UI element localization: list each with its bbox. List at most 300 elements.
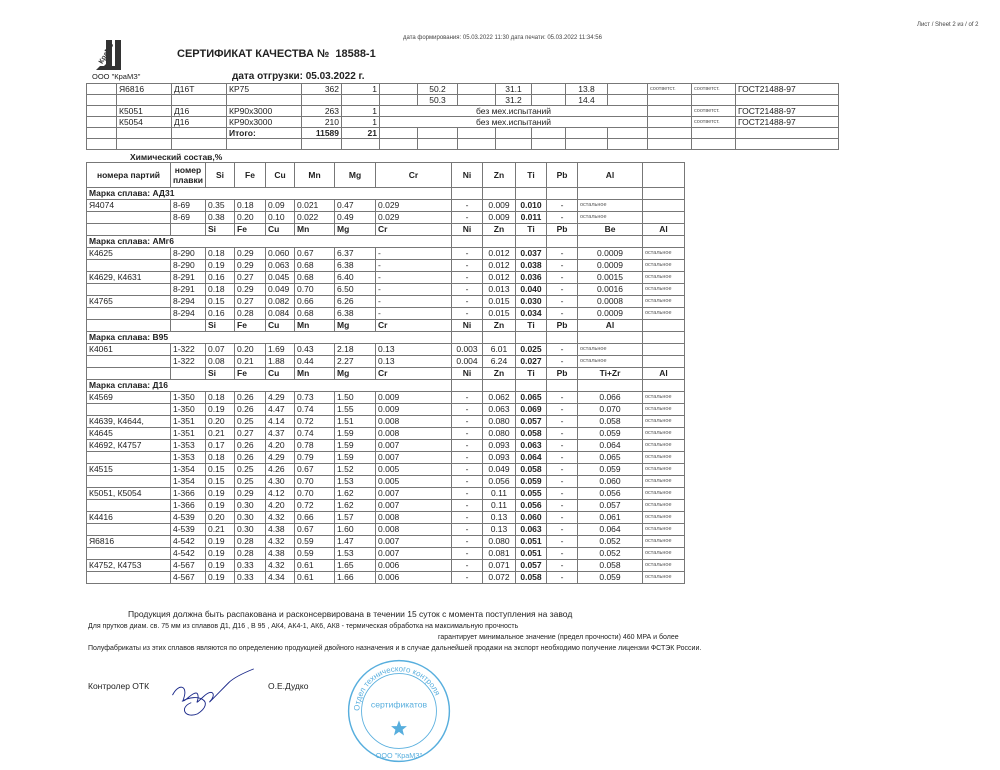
composition-cell: 0.071 (483, 560, 516, 572)
composition-cell: 0.045 (266, 272, 295, 284)
column-header: Ti (516, 320, 547, 332)
composition-cell: - (376, 308, 452, 320)
empty-cell (516, 236, 547, 248)
composition-row (87, 512, 685, 524)
composition-cell: остальное (643, 452, 685, 464)
composition-row (87, 392, 685, 404)
composition-cell: 0.74 (295, 428, 335, 440)
composition-cell: 0.18 (206, 248, 235, 260)
composition-cell: 1.55 (335, 404, 376, 416)
composition-cell: 1.62 (335, 500, 376, 512)
shipment-cell (736, 128, 839, 139)
alloy-group-row (87, 332, 685, 344)
composition-cell: - (452, 284, 483, 296)
composition-cell: - (547, 248, 578, 260)
shipment-cell: соответст. (692, 117, 736, 128)
empty-cell (643, 380, 685, 392)
composition-cell: 1.66 (335, 572, 376, 584)
shipment-cell (532, 84, 566, 95)
composition-row (87, 284, 685, 296)
composition-row (87, 464, 685, 476)
empty-cell (483, 188, 516, 200)
composition-cell: 0.26 (235, 404, 266, 416)
composition-cell: 0.25 (235, 476, 266, 488)
composition-cell: 0.18 (206, 452, 235, 464)
composition-row (87, 452, 685, 464)
empty-cell (547, 236, 578, 248)
composition-cell: 0.015 (483, 308, 516, 320)
composition-cell: К4765 (87, 296, 171, 308)
shipment-cell (380, 84, 418, 95)
composition-cell: К4645 (87, 428, 171, 440)
composition-cell: 6.37 (335, 248, 376, 260)
composition-cell: - (452, 428, 483, 440)
composition-cell: 4.32 (266, 560, 295, 572)
composition-cell: 0.11 (483, 500, 516, 512)
shipment-cell: КР90х3000 (227, 106, 302, 117)
composition-cell: 0.006 (376, 560, 452, 572)
composition-cell: 0.058 (578, 560, 643, 572)
composition-cell: 0.052 (578, 548, 643, 560)
composition-cell: 1-366 (171, 500, 206, 512)
composition-cell: 1-351 (171, 416, 206, 428)
composition-cell: К4692, К4757 (87, 440, 171, 452)
composition-cell: 0.057 (578, 500, 643, 512)
empty-cell (578, 332, 643, 344)
empty-cell (483, 236, 516, 248)
shipment-cell: 50.2 (418, 84, 458, 95)
composition-cell: 0.21 (235, 356, 266, 368)
composition-cell (643, 344, 685, 356)
chem-header-row (87, 163, 685, 188)
shipment-cell: Я6816 (117, 84, 172, 95)
composition-cell: 4.29 (266, 392, 295, 404)
composition-cell: 0.080 (483, 536, 516, 548)
composition-cell: 0.059 (578, 428, 643, 440)
composition-cell: - (452, 536, 483, 548)
composition-cell: - (547, 452, 578, 464)
empty-cell (516, 332, 547, 344)
composition-cell: остальное (643, 272, 685, 284)
composition-cell: К4629, К4631 (87, 272, 171, 284)
composition-cell: 0.056 (516, 500, 547, 512)
composition-cell: 1.65 (335, 560, 376, 572)
column-header: Ti (516, 368, 547, 380)
composition-cell: 0.61 (295, 572, 335, 584)
composition-row (87, 476, 685, 488)
composition-cell: 0.060 (578, 476, 643, 488)
composition-cell: 0.008 (376, 512, 452, 524)
composition-cell: - (547, 512, 578, 524)
shipment-cell: без мех.испытаний (380, 117, 648, 128)
column-header: Al (643, 368, 685, 380)
composition-cell: 4-539 (171, 524, 206, 536)
composition-cell: - (547, 572, 578, 584)
column-header: Ti (516, 163, 547, 188)
shipment-cell (87, 84, 117, 95)
column-header: Cr (376, 224, 452, 236)
composition-cell: 8-290 (171, 248, 206, 260)
composition-cell: 0.052 (578, 536, 643, 548)
composition-cell: К4515 (87, 464, 171, 476)
column-header: Mg (335, 368, 376, 380)
composition-cell: 0.056 (483, 476, 516, 488)
composition-cell: 8-294 (171, 296, 206, 308)
empty-cell (547, 188, 578, 200)
composition-cell: - (452, 260, 483, 272)
column-header: Zn (483, 224, 516, 236)
composition-row (87, 404, 685, 416)
composition-cell: 0.13 (483, 524, 516, 536)
composition-cell: 0.59 (295, 548, 335, 560)
composition-cell: - (452, 440, 483, 452)
alloy-grade-title: Марка сплава: АД31 (87, 188, 452, 200)
column-header: Mn (295, 320, 335, 332)
composition-cell: 0.037 (516, 248, 547, 260)
sheet-number: Лист / Sheet 2 из / of 2 (917, 22, 979, 28)
composition-cell: 0.66 (295, 512, 335, 524)
column-header: Al (578, 320, 643, 332)
composition-cell: 0.049 (483, 464, 516, 476)
certificate-title (177, 48, 376, 60)
composition-cell: - (547, 500, 578, 512)
shipment-cell (380, 128, 418, 139)
shipment-cell: 362 (302, 84, 342, 95)
composition-cell: остальное (643, 392, 685, 404)
shipment-cell (692, 128, 736, 139)
composition-cell: 0.057 (516, 416, 547, 428)
composition-cell: 0.18 (235, 200, 266, 212)
shipment-cell (302, 139, 342, 150)
shipment-row (87, 106, 839, 117)
column-header: Mn (295, 368, 335, 380)
composition-cell: 1-322 (171, 356, 206, 368)
composition-cell: 0.67 (295, 524, 335, 536)
column-header: Si (206, 368, 235, 380)
composition-cell: - (376, 296, 452, 308)
composition-cell: 1-353 (171, 452, 206, 464)
composition-cell: 0.059 (578, 572, 643, 584)
composition-cell: 0.25 (235, 464, 266, 476)
composition-cell: 0.007 (376, 440, 452, 452)
composition-cell: 4.29 (266, 452, 295, 464)
shipment-cell (342, 95, 380, 106)
composition-cell: 0.28 (235, 548, 266, 560)
composition-cell: 2.27 (335, 356, 376, 368)
composition-cell: 0.049 (266, 284, 295, 296)
column-header (87, 224, 171, 236)
composition-cell: 0.29 (235, 248, 266, 260)
composition-row (87, 500, 685, 512)
composition-cell: остальное (643, 428, 685, 440)
composition-cell: 0.051 (516, 548, 547, 560)
composition-cell: 0.063 (266, 260, 295, 272)
column-header: Al (578, 163, 643, 188)
composition-cell: 8-69 (171, 200, 206, 212)
composition-cell: 0.16 (206, 308, 235, 320)
composition-cell: - (452, 296, 483, 308)
composition-cell: - (547, 296, 578, 308)
composition-cell: 1.59 (335, 452, 376, 464)
composition-row (87, 440, 685, 452)
shipment-cell: 1 (342, 106, 380, 117)
shipment-cell (532, 128, 566, 139)
composition-row (87, 572, 685, 584)
chem-subheader-row (87, 224, 685, 236)
composition-cell: 0.051 (516, 536, 547, 548)
document-dates: дата формирования: 05.03.2022 11:30 дата печати: 05.03.2022 11:34:56 (403, 35, 602, 41)
shipment-cell (302, 95, 342, 106)
composition-cell: 0.059 (516, 476, 547, 488)
composition-cell: 8-291 (171, 272, 206, 284)
column-header (87, 368, 171, 380)
composition-cell: 0.19 (206, 572, 235, 584)
composition-cell: - (452, 308, 483, 320)
composition-cell: 0.009 (483, 200, 516, 212)
column-header: Si (206, 224, 235, 236)
column-header (643, 320, 685, 332)
composition-cell: - (452, 416, 483, 428)
composition-cell: 1.57 (335, 512, 376, 524)
composition-cell: 0.029 (376, 212, 452, 224)
composition-cell: - (547, 392, 578, 404)
composition-row (87, 356, 685, 368)
composition-row (87, 272, 685, 284)
shipment-cell (532, 95, 566, 106)
chemical-composition-table (86, 162, 685, 584)
composition-cell: 0.007 (376, 488, 452, 500)
composition-cell: 1-354 (171, 476, 206, 488)
composition-cell: 1.69 (266, 344, 295, 356)
composition-cell: - (547, 428, 578, 440)
shipment-cell (418, 139, 458, 150)
composition-cell: 0.057 (516, 560, 547, 572)
alloy-grade-title: Марка сплава: АМг6 (87, 236, 452, 248)
certificate-number: 18588-1 (335, 48, 376, 60)
composition-cell: 0.008 (376, 524, 452, 536)
composition-cell: 1.53 (335, 548, 376, 560)
alloy-group-row (87, 236, 685, 248)
composition-cell: 6.01 (483, 344, 516, 356)
empty-cell (547, 332, 578, 344)
composition-cell: - (547, 476, 578, 488)
composition-cell: 1.51 (335, 416, 376, 428)
stamp-center-text: сертификатов (370, 699, 428, 710)
empty-cell (643, 188, 685, 200)
shipment-cell (496, 139, 532, 150)
composition-cell: остальное (643, 500, 685, 512)
composition-cell: 0.010 (516, 200, 547, 212)
composition-row (87, 416, 685, 428)
composition-cell: остальное (643, 560, 685, 572)
composition-cell: 4.37 (266, 428, 295, 440)
composition-cell: 0.27 (235, 428, 266, 440)
company-logo (92, 38, 126, 72)
composition-cell: 0.16 (206, 272, 235, 284)
composition-cell: 0.27 (235, 296, 266, 308)
composition-cell: 0.0009 (578, 248, 643, 260)
empty-cell (643, 332, 685, 344)
composition-cell: - (547, 212, 578, 224)
composition-cell: 0.003 (452, 344, 483, 356)
composition-cell: 0.056 (578, 488, 643, 500)
composition-cell: 1.62 (335, 488, 376, 500)
shipment-cell: 31.2 (496, 95, 532, 106)
column-header: Ni (452, 224, 483, 236)
shipment-cell (87, 128, 117, 139)
shipment-cell: без мех.испытаний (380, 106, 648, 117)
composition-cell: 0.007 (376, 548, 452, 560)
column-header: Zn (483, 163, 516, 188)
composition-cell: остальное (643, 536, 685, 548)
composition-cell: 0.19 (206, 500, 235, 512)
composition-cell: 0.080 (483, 428, 516, 440)
composition-cell: 0.72 (295, 416, 335, 428)
composition-cell: остальное (578, 200, 643, 212)
shipment-cell: соответст. (692, 106, 736, 117)
composition-cell: 0.26 (235, 440, 266, 452)
composition-cell: 4.26 (266, 464, 295, 476)
composition-cell: 0.036 (516, 272, 547, 284)
composition-cell: 1.59 (335, 428, 376, 440)
composition-cell: 1-350 (171, 404, 206, 416)
shipment-cell (458, 84, 496, 95)
composition-cell: 0.007 (376, 500, 452, 512)
alloy-group-row (87, 188, 685, 200)
composition-cell: 0.009 (483, 212, 516, 224)
composition-cell: 0.055 (516, 488, 547, 500)
shipment-cell (172, 139, 227, 150)
composition-cell: 1-350 (171, 392, 206, 404)
shipment-row (87, 117, 839, 128)
composition-cell: 0.68 (295, 308, 335, 320)
composition-cell: остальное (643, 308, 685, 320)
shipment-cell (117, 128, 172, 139)
shipment-cell: соответст. (692, 84, 736, 95)
composition-cell: - (376, 284, 452, 296)
column-header: Mn (295, 224, 335, 236)
composition-cell: - (547, 284, 578, 296)
composition-row (87, 344, 685, 356)
column-header: Ni (452, 163, 483, 188)
composition-row (87, 560, 685, 572)
composition-cell: 0.015 (483, 296, 516, 308)
column-header: Mg (335, 224, 376, 236)
composition-cell (87, 548, 171, 560)
shipment-cell (342, 139, 380, 150)
composition-cell: 0.07 (206, 344, 235, 356)
shipment-cell (87, 95, 117, 106)
composition-cell: 0.005 (376, 476, 452, 488)
composition-cell: - (452, 512, 483, 524)
composition-cell: 0.006 (376, 572, 452, 584)
composition-cell: 0.022 (295, 212, 335, 224)
column-header: Al (643, 224, 685, 236)
composition-cell (643, 356, 685, 368)
composition-cell: 0.19 (206, 404, 235, 416)
shipment-cell (380, 139, 418, 150)
column-header: Zn (483, 320, 516, 332)
composition-cell (87, 212, 171, 224)
chem-caption: Химический состав,% (130, 152, 223, 162)
footer-line-3: гарантирует минимальное значение (предел прочности) 460 МРА и более (438, 634, 679, 641)
footer-line-4: Полуфабрикаты из этих сплавов являются по определению продукцией двойного назначения и в случае дальнейшей продажи на экспорт необходимо получение лицензии ФСТЭК России. (88, 645, 702, 652)
composition-cell: 0.66 (295, 296, 335, 308)
composition-cell: остальное (643, 548, 685, 560)
composition-cell: 0.072 (483, 572, 516, 584)
shipment-cell (648, 139, 692, 150)
composition-cell: остальное (578, 344, 643, 356)
composition-cell (643, 200, 685, 212)
alloy-grade-title: Марка сплава: В95 (87, 332, 452, 344)
composition-cell: 0.065 (578, 452, 643, 464)
composition-cell: остальное (643, 512, 685, 524)
composition-cell: 0.027 (516, 356, 547, 368)
composition-cell: 0.065 (516, 392, 547, 404)
composition-cell: 0.038 (516, 260, 547, 272)
shipment-cell (692, 139, 736, 150)
column-header: Be (578, 224, 643, 236)
empty-cell (452, 188, 483, 200)
composition-cell: 0.70 (295, 476, 335, 488)
column-header: Cr (376, 163, 452, 188)
composition-cell: 8-291 (171, 284, 206, 296)
composition-cell: - (452, 212, 483, 224)
composition-cell: 0.68 (295, 272, 335, 284)
chem-subheader-row (87, 368, 685, 380)
shipment-cell (608, 128, 648, 139)
composition-cell: 0.70 (295, 284, 335, 296)
composition-cell: 0.063 (483, 404, 516, 416)
stamp-outer-text: Отдел технического контроля (352, 664, 443, 712)
composition-cell: 0.29 (235, 488, 266, 500)
composition-cell: К4752, К4753 (87, 560, 171, 572)
composition-cell: 0.13 (376, 344, 452, 356)
shipment-cell (227, 95, 302, 106)
composition-cell: - (547, 464, 578, 476)
composition-cell: 1-322 (171, 344, 206, 356)
composition-cell: 4.47 (266, 404, 295, 416)
composition-cell: 0.10 (266, 212, 295, 224)
composition-cell (87, 356, 171, 368)
composition-cell: 0.09 (266, 200, 295, 212)
composition-cell: 0.72 (295, 500, 335, 512)
composition-cell: 0.009 (376, 404, 452, 416)
column-header: Fe (235, 224, 266, 236)
shipment-cell (117, 139, 172, 150)
composition-cell: 0.28 (235, 308, 266, 320)
official-stamp (345, 657, 453, 765)
shipment-cell (227, 139, 302, 150)
column-header: Cr (376, 368, 452, 380)
shipment-cell (496, 128, 532, 139)
composition-cell: 6.38 (335, 308, 376, 320)
composition-cell: 0.67 (295, 464, 335, 476)
shipment-cell (566, 139, 608, 150)
composition-cell: - (547, 560, 578, 572)
column-header (171, 224, 206, 236)
empty-cell (547, 380, 578, 392)
composition-row (87, 260, 685, 272)
composition-cell: 0.040 (516, 284, 547, 296)
composition-cell (87, 404, 171, 416)
signature (160, 662, 260, 722)
shipment-cell: КР90х3000 (227, 117, 302, 128)
composition-cell: - (452, 488, 483, 500)
composition-cell (87, 572, 171, 584)
composition-cell: 0.059 (578, 464, 643, 476)
composition-cell: - (452, 524, 483, 536)
